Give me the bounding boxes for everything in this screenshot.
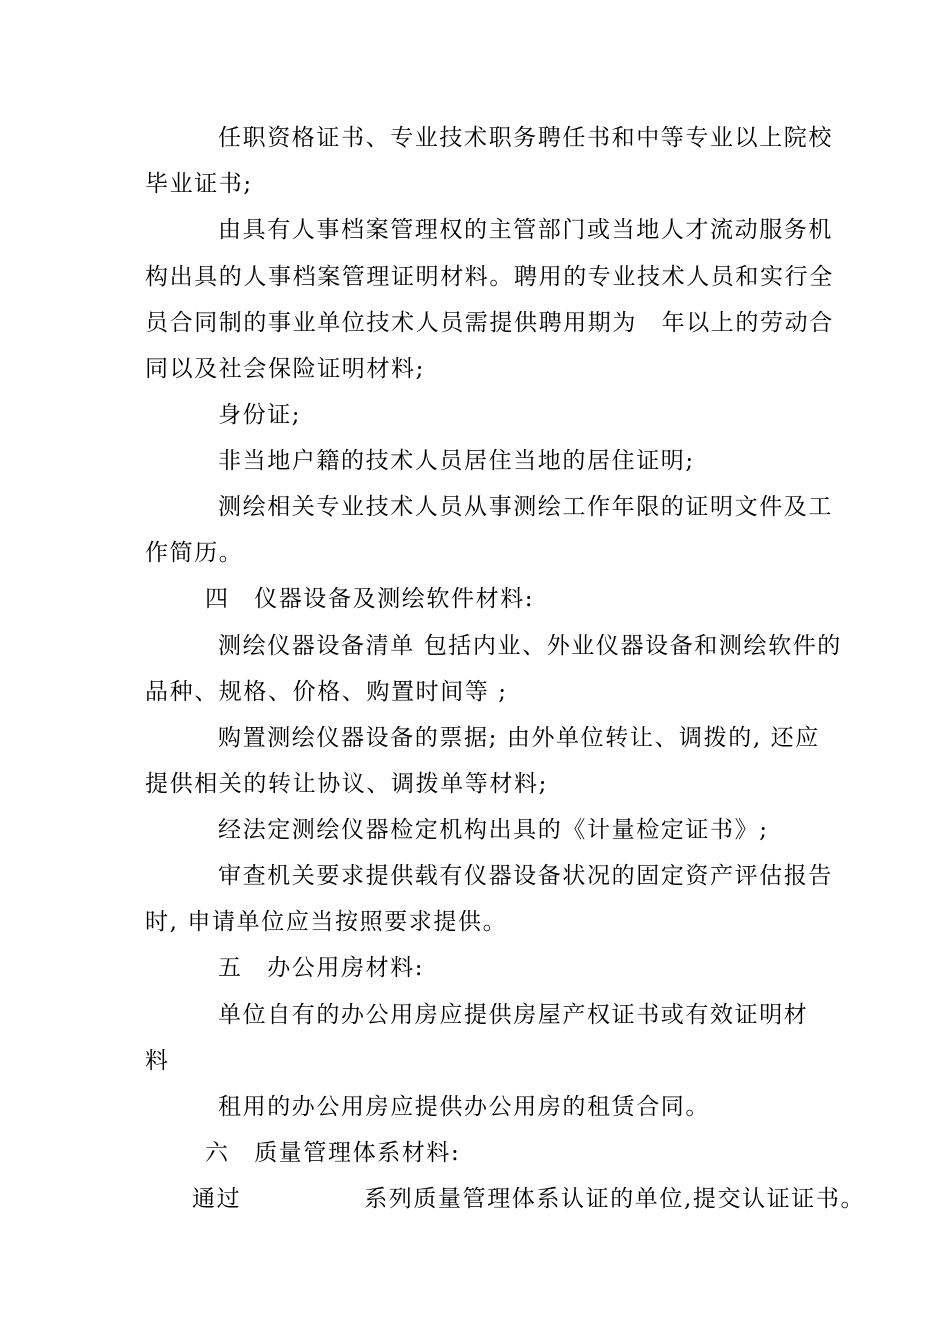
paragraph-line: 身份证;: [218, 402, 302, 428]
paragraph-line: 审查机关要求提供载有仪器设备状况的固定资产评估报告: [218, 863, 833, 889]
paragraph-line: 毕业证书;: [145, 171, 253, 197]
paragraph-line: 任职资格证书、专业技术职务聘任书和中等专业以上院校: [218, 125, 833, 151]
paragraph-line: 租用的办公用房应提供办公用房的租赁合同。: [218, 1094, 710, 1120]
paragraph-line: 作简历。: [145, 540, 244, 566]
paragraph-line: 提供相关的转让协议、调拨单等材料;: [145, 771, 548, 797]
paragraph-line: 测绘仪器设备清单 包括内业、外业仪器设备和测绘软件的: [218, 633, 842, 659]
paragraph-line: 料: [145, 1048, 170, 1074]
section-heading: 四 仪器设备及测绘软件材料:: [205, 586, 535, 612]
paragraph-line: 通过 系列质量管理体系认证的单位,提交认证证书。: [192, 1186, 866, 1212]
paragraph-line: 员合同制的事业单位技术人员需提供聘用期为 年以上的劳动合: [145, 310, 834, 336]
paragraph-line: 经法定测绘仪器检定机构出具的《计量检定证书》;: [218, 817, 769, 843]
paragraph-line: 品种、规格、价格、购置时间等 ;: [145, 679, 508, 705]
paragraph-line: 购置测绘仪器设备的票据; 由外单位转让、调拨的, 还应: [218, 725, 820, 751]
paragraph-line: 测绘相关专业技术人员从事测绘工作年限的证明文件及工: [218, 494, 833, 520]
section-heading: 六 质量管理体系材料:: [205, 1140, 461, 1166]
paragraph-line: 构出具的人事档案管理证明材料。聘用的专业技术人员和实行全: [145, 264, 834, 290]
paragraph-line: 同以及社会保险证明材料;: [145, 356, 425, 382]
paragraph-line: 非当地户籍的技术人员居住当地的居住证明;: [218, 448, 695, 474]
section-heading: 五 办公用房材料:: [218, 955, 425, 981]
paragraph-line: 由具有人事档案管理权的主管部门或当地人才流动服务机: [218, 217, 833, 243]
paragraph-line: 时, 申请单位应当按照要求提供。: [145, 909, 508, 935]
paragraph-line: 单位自有的办公用房应提供房屋产权证书或有效证明材: [218, 1002, 809, 1028]
